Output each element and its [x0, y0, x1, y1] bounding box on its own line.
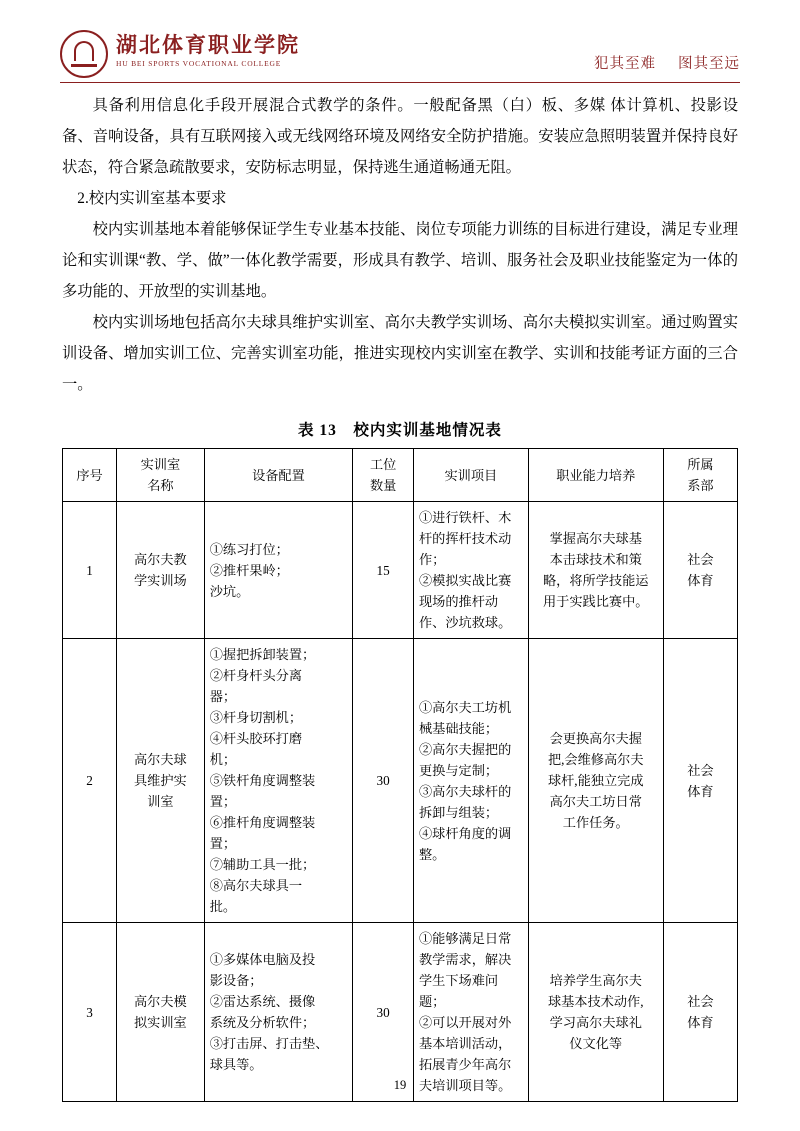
table-header-cell: 实训室 名称: [117, 449, 205, 502]
table-row: [63, 639, 738, 923]
table-header-cell: 职业能力培养: [528, 449, 663, 502]
cell-stations: 30: [353, 923, 414, 1102]
cell-ability: 掌握高尔夫球基 本击球技术和策 略，将所学技能运 用于实践比赛中。: [528, 502, 663, 639]
page-header: [60, 30, 740, 82]
cell-stations: 15: [353, 502, 414, 639]
cell-dept: 社会 体育: [663, 502, 737, 639]
table-header-cell: 序号: [63, 449, 117, 502]
paragraph-4: 校内实训场地包括高尔夫球具维护实训室、高尔夫教学实训场、高尔夫模拟实训室。通过购置实训设备、增加实训工位、完善实训室功能，推进实现校内实训室在教学、实训和技能考证方面的三合一。: [62, 314, 738, 393]
training-room-table: [62, 448, 738, 1102]
cell-name: 高尔夫教 学实训场: [117, 502, 205, 639]
table-header-cell: 工位 数量: [353, 449, 414, 502]
table-header-row: [63, 449, 738, 502]
header-divider: [60, 82, 740, 83]
table-header-cell: 设备配置: [204, 449, 353, 502]
cell-equipment: ①握把拆卸装置； ②杆身杆头分离 器； ③杆身切割机； ④杆头胶环打磨 机； ⑤铁杆角度调整装 置； ⑥推杆角度调整装 置； ⑦辅助工具一批； ⑧高尔夫球具一 批。: [204, 639, 353, 923]
college-name-cn: 湖北体育职业学院: [116, 33, 300, 57]
cell-project: ①高尔夫工坊机 械基础技能； ②高尔夫握把的 更换与定制； ③高尔夫球杆的 拆卸与组装； ④球杆角度的调 整。: [414, 639, 529, 923]
paragraph-3: 校内实训基地本着能够保证学生专业基本技能、岗位专项能力训练的目标进行建设，满足专业理论和实训课“教、学、做”一体化教学需要，形成具有教学、培训、服务社会及职业技能鉴定为一体的多功能的、开放型的实训基地。: [62, 221, 738, 300]
cell-equipment: ①练习打位； ②推杆果岭； 沙坑。: [204, 502, 353, 639]
college-name-en: HU BEI SPORTS VOCATIONAL COLLEGE: [116, 59, 282, 68]
document-content: [62, 90, 738, 1102]
cell-name: 高尔夫球 具维护实 训室: [117, 639, 205, 923]
cell-equipment: ①多媒体电脑及投 影设备； ②雷达系统、摄像 系统及分析软件； ③打击屏、打击垫、 球具等。: [204, 923, 353, 1102]
cell-name: 高尔夫模 拟实训室: [117, 923, 205, 1102]
table-row: [63, 502, 738, 639]
cell-dept: 社会 体育: [663, 639, 737, 923]
cell-ability: 培养学生高尔夫 球基本技术动作, 学习高尔夫球礼 仪文化等: [528, 923, 663, 1102]
motto-left: 犯其至难: [594, 56, 656, 72]
paragraph-1: 具备利用信息化手段开展混合式教学的条件。一般配备黑（白）板、多媒 体计算机、投影设备、音响设备，具有互联网接入或无线网络环境及网络安全防护措施。安装应急照明装置并保持良好状态，符合紧急疏散要求，安防标志明显，保持逃生通道畅通无阻。: [62, 97, 738, 176]
cell-project: ①进行铁杆、木 杆的挥杆技术动 作； ②模拟实战比赛 现场的推杆动 作、沙坑救球。: [414, 502, 529, 639]
cell-ability: 会更换高尔夫握 把,会维修高尔夫 球杆,能独立完成 高尔夫工坊日常 工作任务。: [528, 639, 663, 923]
table-header-cell: 实训项目: [414, 449, 529, 502]
paragraph-2-heading: 2.校内实训室基本要求: [77, 190, 227, 207]
cell-stations: 30: [353, 639, 414, 923]
cell-no: 2: [63, 639, 117, 923]
cell-no: 1: [63, 502, 117, 639]
table-row: [63, 923, 738, 1102]
table-caption: 表 13 校内实训基地情况表: [298, 422, 502, 439]
cell-project: ①能够满足日常 教学需求，解决 学生下场难问 题； ②可以开展对外 基本培训活动， 拓展青少年高尔 夫培训项目等。: [414, 923, 529, 1102]
header-motto: [594, 52, 740, 73]
college-logo: [60, 30, 300, 78]
motto-right: 图其至远: [678, 56, 740, 72]
table-header-cell: 所属 系部: [663, 449, 737, 502]
page-footer: [0, 1078, 800, 1093]
page-number: 19: [393, 1078, 407, 1092]
cell-no: 3: [63, 923, 117, 1102]
college-logo-text: [116, 32, 300, 69]
college-seal-icon: [60, 30, 108, 78]
cell-dept: 社会 体育: [663, 923, 737, 1102]
